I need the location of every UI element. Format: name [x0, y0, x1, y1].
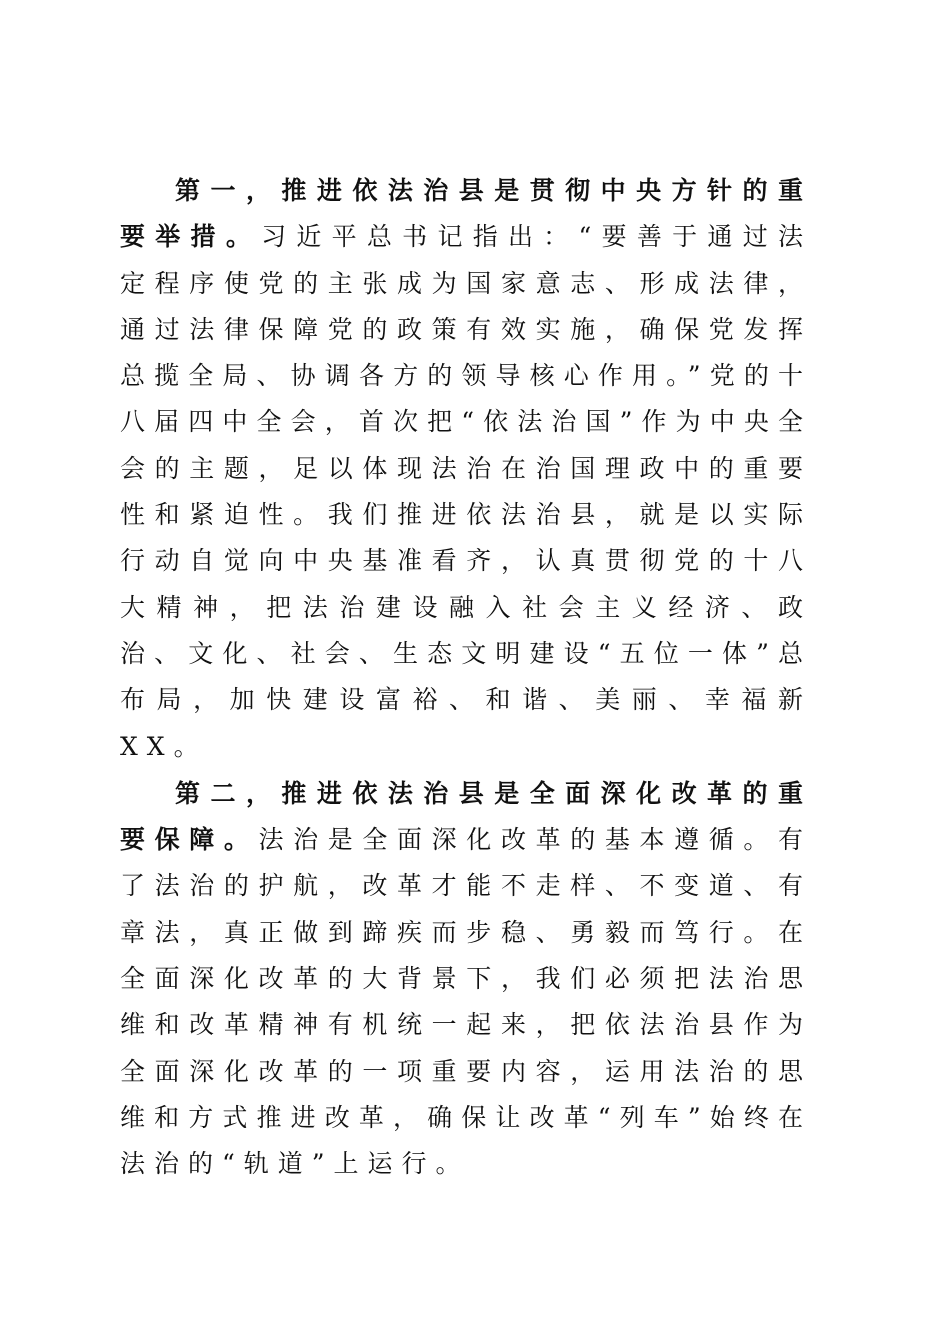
paragraph-2-heading: 第二，推进依法治县是全面深化改革的重要保障。: [120, 778, 812, 855]
document-page: [120, 168, 812, 1188]
paragraph-1-heading: 第一，推进依法治县是贯彻中央方针的重要举措。: [120, 176, 812, 252]
paragraph-2-body: 法治是全面深化改革的基本遵循。有了法治的护航，改革才能不走样、不变道、有章法，真正做到蹄疾而步稳、勇毅而笃行。在全面深化改革的大背景下，我们必须把法治思维和改革精神有机统一起来，把依法治县作为全面深化改革的一项重要内容，运用法治的思维和方式推进改革，确保让改革“列车”始终在法治的“轨道”上运行。: [120, 825, 812, 1179]
paragraph-2: [120, 771, 812, 1188]
paragraph-1: [120, 168, 812, 770]
paragraph-1-body: 习近平总书记指出：“要善于通过法定程序使党的主张成为国家意志、形成法律，通过法律保障党的政策有效实施，确保党发挥总揽全局、协调各方的领导核心作用。”党的十八届四中全会，首次把“依法治国”作为中央全会的主题，足以体现法治在治国理政中的重要性和紧迫性。我们推进依法治县，就是以实际行动自觉向中央基准看齐，认真贯彻党的十八大精神，把法治建设融入社会主义经济、政治、文化、社会、生态文明建设“五位一体”总布局，加快建设富裕、和谐、美丽、幸福新XX。: [120, 222, 812, 761]
